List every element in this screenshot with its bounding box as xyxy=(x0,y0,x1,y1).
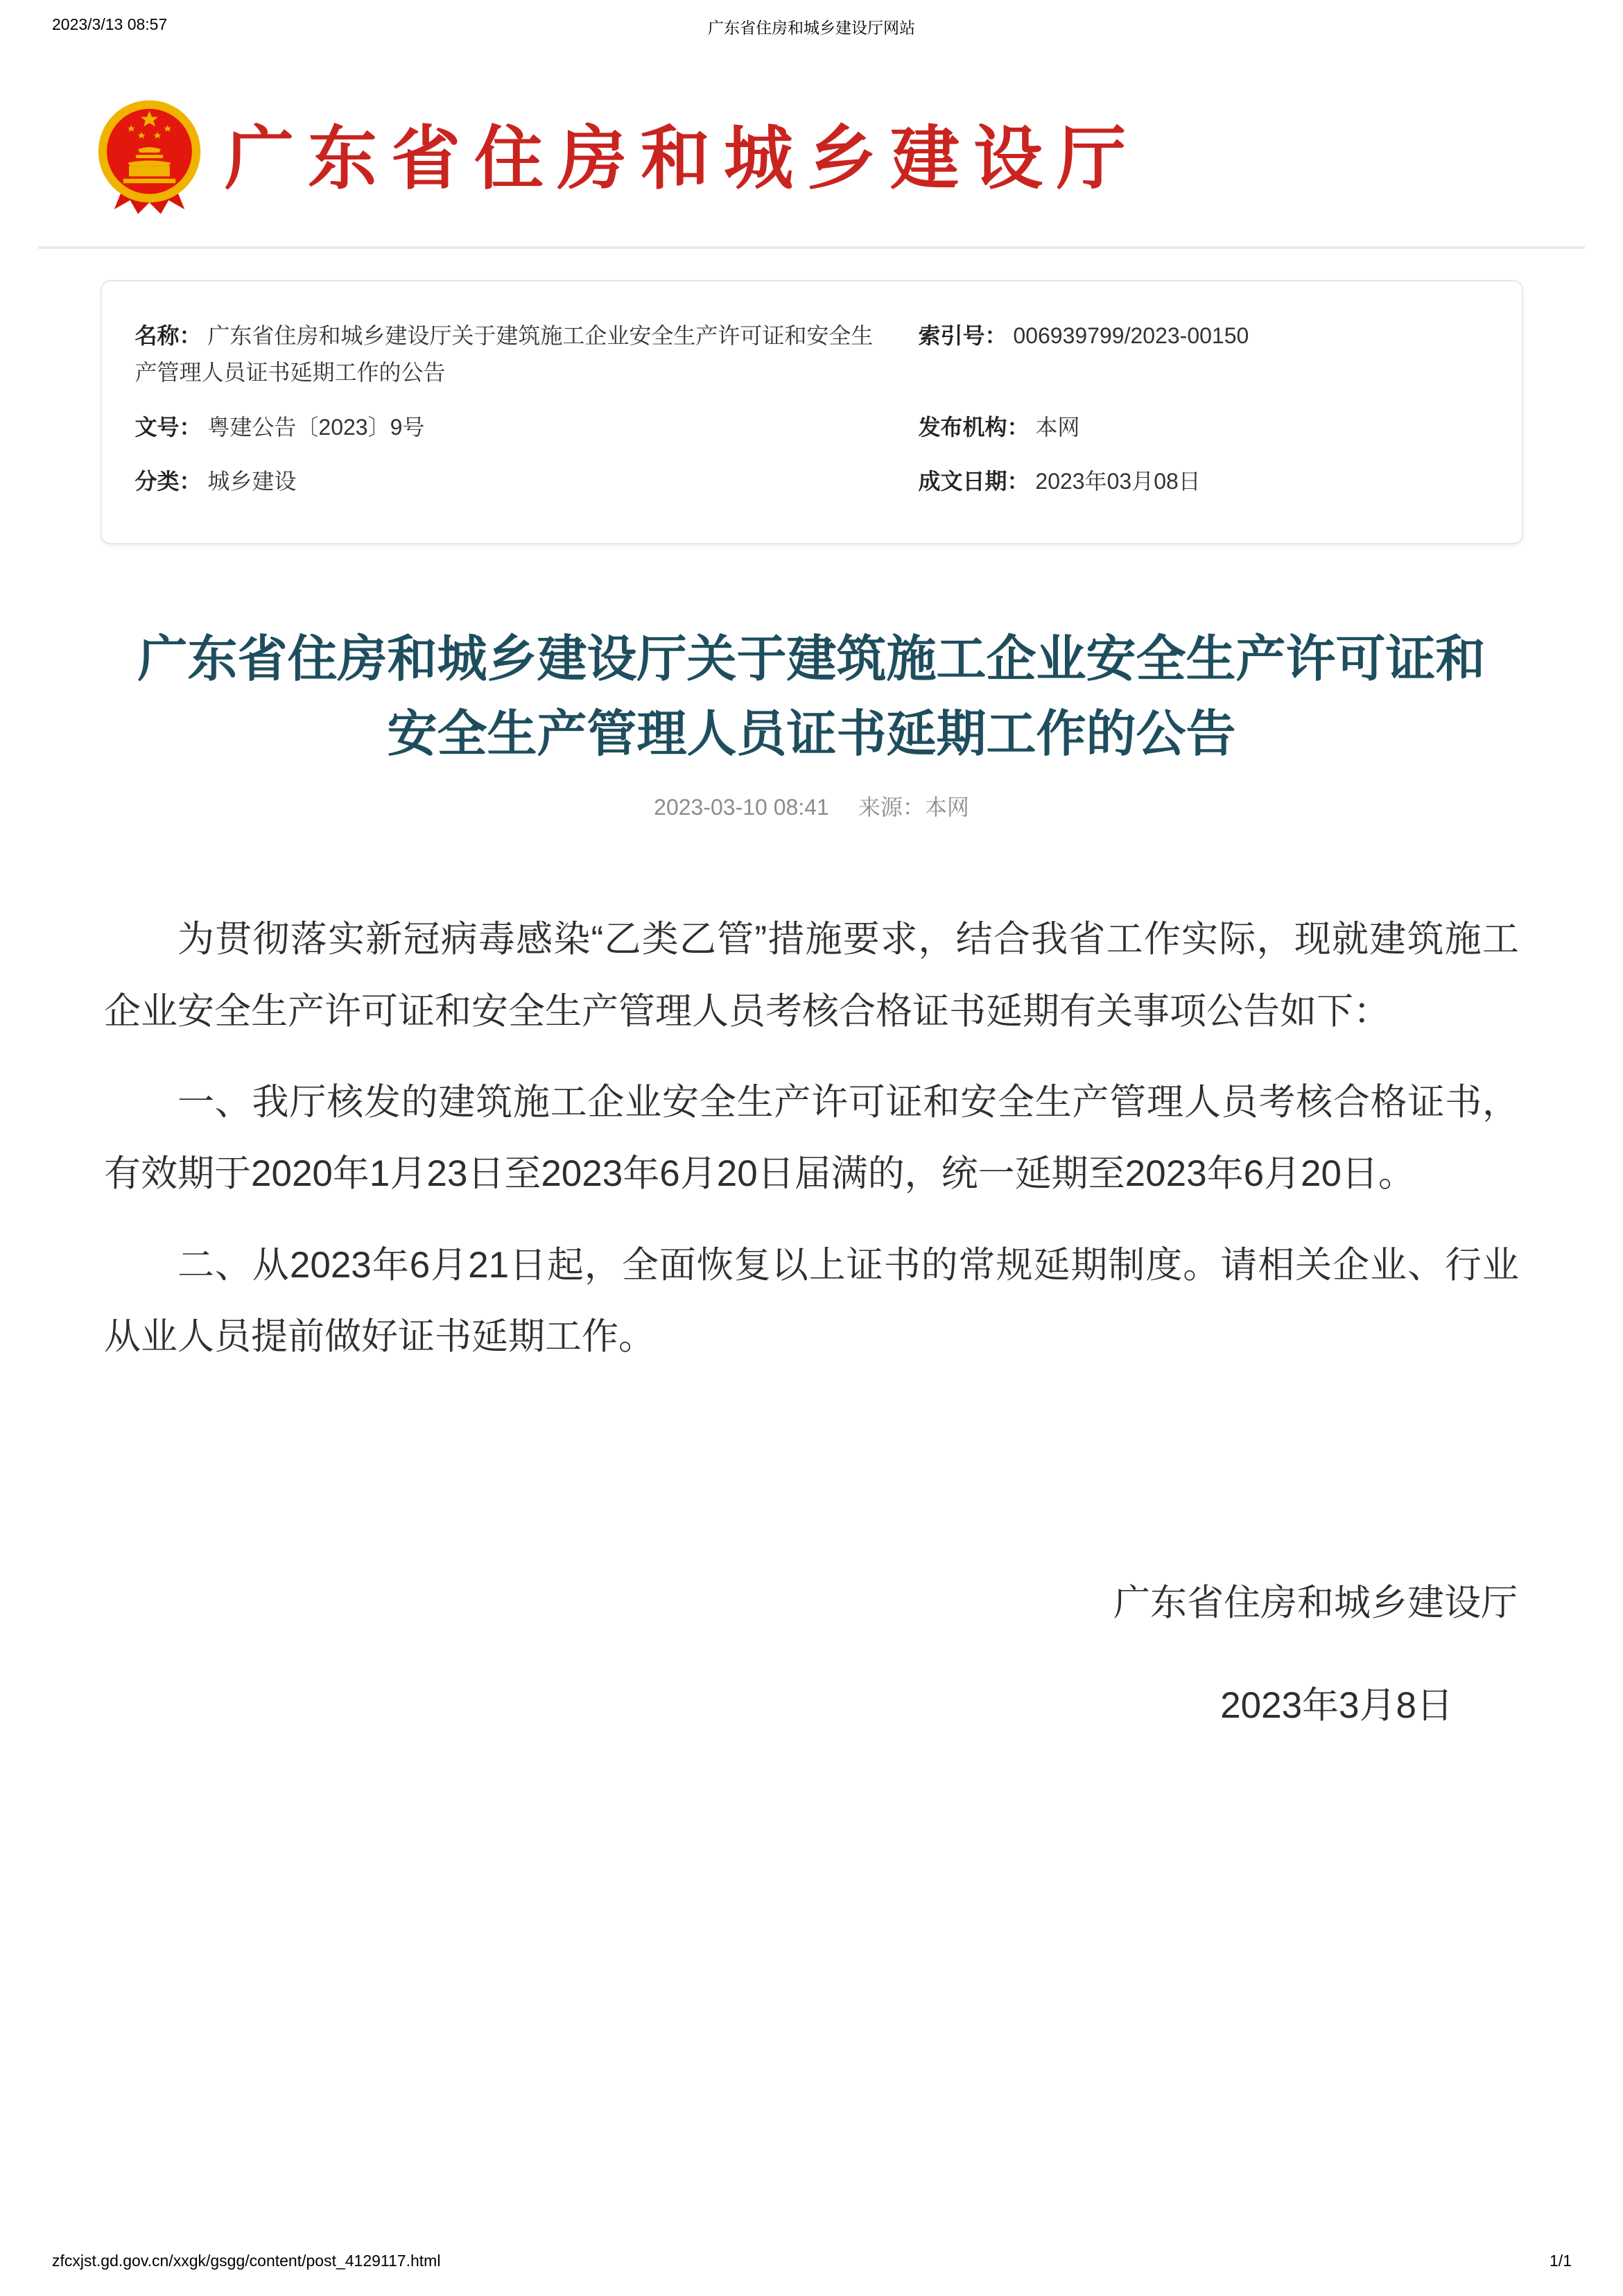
meta-row-docnum-agency xyxy=(135,409,1489,446)
print-header xyxy=(0,15,1623,36)
meta-label-name: 名称： xyxy=(134,323,202,348)
meta-value-publisher: 本网 xyxy=(1035,414,1080,440)
signature-block xyxy=(104,1573,1519,1729)
meta-value-doc-number: 粤建公告〔2023〕9号 xyxy=(207,414,425,440)
article-title: 广东省住房和城乡建设厅关于建筑施工企业安全生产许可证和安全生产管理人员证书延期工作的公告 xyxy=(137,632,1486,763)
meta-field-doc-number xyxy=(135,409,919,446)
meta-label-doc-number: 文号： xyxy=(134,414,202,440)
masthead-org-name: 广东省住房和城乡建设厅 xyxy=(225,120,1140,198)
article-paragraph: 为贯彻落实新冠病毒感染“乙类乙管”措施要求，结合我省工作实际，现就建筑施工企业安全生产许可证和安全生产管理人员考核合格证书延期有关事项公告如下： xyxy=(104,919,1519,1032)
article-publish-time: 2023-03-10 08:41 xyxy=(654,795,829,820)
signature-org: 广东省住房和城乡建设厅 xyxy=(1113,1582,1518,1624)
signature-date: 2023年3月8日 xyxy=(1220,1685,1453,1727)
meta-field-publisher xyxy=(919,409,1489,446)
article-paragraph: 二、从2023年6月21日起，全面恢复以上证书的常规延期制度。请相关企业、行业从业人员提前做好证书延期工作。 xyxy=(104,1244,1519,1357)
meta-row-category-date xyxy=(135,463,1489,500)
meta-label-index-number: 索引号： xyxy=(918,323,1007,348)
header-divider xyxy=(38,246,1585,249)
meta-label-category: 分类： xyxy=(134,469,202,494)
print-datetime: 2023/3/13 08:57 xyxy=(52,15,168,33)
meta-field-name xyxy=(135,318,919,391)
print-footer-url: zfcxjst.gd.gov.cn/xxgk/gsgg/content/post_4129117.html xyxy=(52,2252,441,2270)
meta-field-written-date xyxy=(919,463,1489,500)
national-emblem-icon xyxy=(92,99,207,218)
meta-label-written-date: 成文日期： xyxy=(918,469,1030,494)
article-paragraph: 一、我厅核发的建筑施工企业安全生产许可证和安全生产管理人员考核合格证书，有效期于2020年1月23日至2023年6月20日届满的，统一延期至2023年6月20日。 xyxy=(104,1081,1519,1195)
print-footer xyxy=(52,2252,1572,2270)
meta-value-category: 城乡建设 xyxy=(207,469,297,494)
meta-label-publisher: 发布机构： xyxy=(918,414,1030,440)
meta-value-written-date: 2023年03月08日 xyxy=(1035,469,1201,494)
article-body xyxy=(104,904,1519,1729)
meta-value-index-number: 006939799/2023-00150 xyxy=(1013,323,1249,348)
article-source: 来源：本网 xyxy=(858,795,969,820)
print-site-title: 广东省住房和城乡建设厅网站 xyxy=(708,19,915,37)
document-meta-box xyxy=(101,280,1523,544)
meta-row-name-index xyxy=(135,318,1489,391)
print-page-indicator: 1/1 xyxy=(1550,2252,1572,2270)
article-meta-line xyxy=(0,790,1623,822)
meta-field-index-number xyxy=(919,318,1489,354)
meta-value-name: 广东省住房和城乡建设厅关于建筑施工企业安全生产许可证和安全生产管理人员证书延期工作的公告 xyxy=(134,323,874,385)
meta-field-category xyxy=(135,463,919,500)
